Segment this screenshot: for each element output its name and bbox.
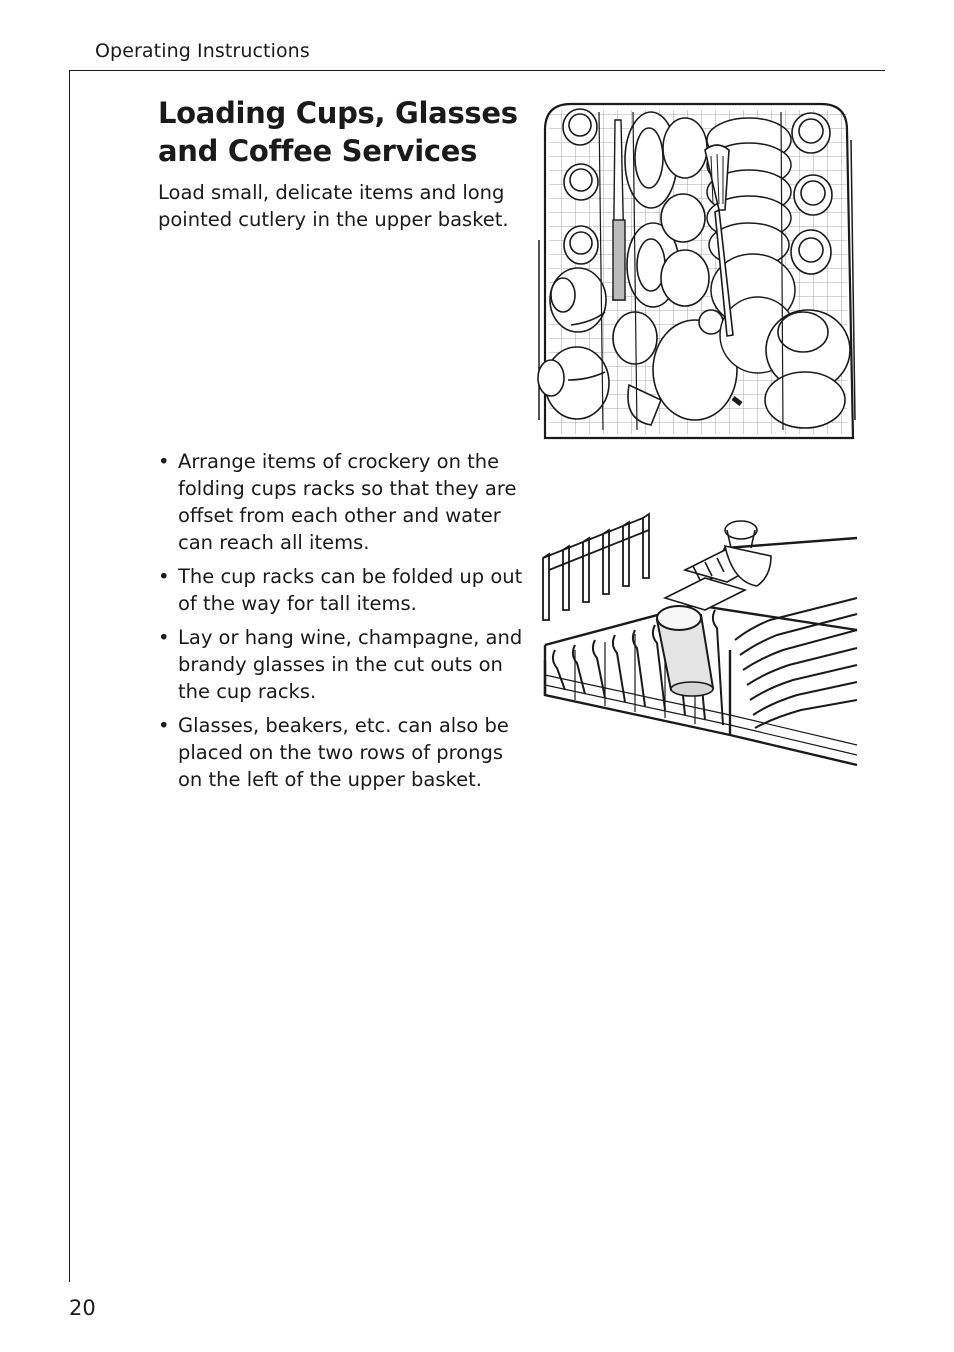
list-item xyxy=(158,563,528,617)
bullet-symbol: • xyxy=(158,714,170,737)
list-item xyxy=(158,624,528,705)
bullet-list xyxy=(158,448,528,800)
cup-rack-holders xyxy=(665,521,771,610)
bullet-text: Lay or hang wine, champagne, and brandy glasses in the cut outs on the cup racks. xyxy=(178,626,523,703)
bullet-symbol: • xyxy=(158,626,170,649)
margin-rule xyxy=(69,70,70,1282)
bullet-text: Glasses, beakers, etc. can also be placed on the two rows of prongs on the left of the upper basket. xyxy=(178,714,509,791)
page-number: 20 xyxy=(69,1296,96,1320)
list-item xyxy=(158,448,528,556)
upper-basket-top-view-illustration xyxy=(533,100,858,445)
section-title: Loading Cups, Glasses and Coffee Services xyxy=(158,96,518,168)
cup-rack-perspective-illustration xyxy=(535,510,860,772)
bullet-text: Arrange items of crockery on the folding cups racks so that they are offset from each other and water can reach all items. xyxy=(178,450,517,554)
bullet-text: The cup racks can be folded up out of the way for tall items. xyxy=(178,565,523,615)
list-item xyxy=(158,712,528,793)
header-rule xyxy=(69,70,885,71)
bullet-symbol: • xyxy=(158,565,170,588)
intro-text: Load small, delicate items and long pointed cutlery in the upper basket. xyxy=(158,181,509,231)
bullet-symbol: • xyxy=(158,450,170,473)
running-header: Operating Instructions xyxy=(95,40,310,62)
folding-cup-racks xyxy=(543,514,649,620)
